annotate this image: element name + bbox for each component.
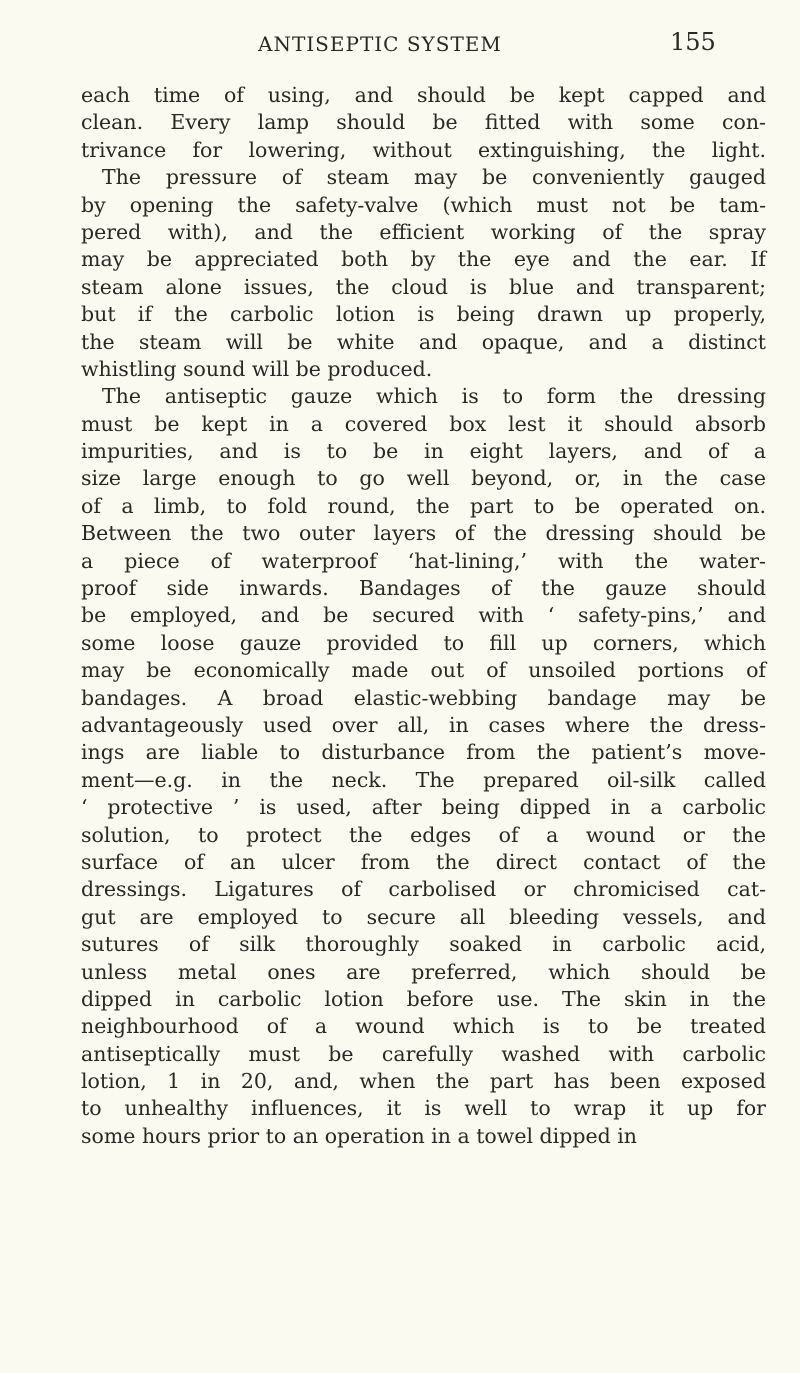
text-line: gut are employed to secure all bleeding vessels, and: [81, 904, 766, 929]
text-line: neighbourhood of a wound which is to be treated: [81, 1014, 766, 1039]
body-text: [81, 82, 766, 1150]
text-line: solution, to protect the edges of a wound or the: [81, 822, 766, 847]
text-line: each time of using, and should be kept capped and: [81, 83, 766, 107]
text-line: lotion, 1 in 20, and, when the part has been exposed: [81, 1069, 766, 1094]
text-line: of a limb, to fold round, the part to be operated on.: [81, 493, 766, 518]
page-number: 155: [670, 28, 716, 56]
text-line: unless metal ones are preferred, which should be: [81, 959, 766, 984]
text-line: dressings. Ligatures of carbolised or chromicised cat-: [81, 877, 766, 902]
text-line: clean. Every lamp should be fitted with some con-: [81, 110, 766, 135]
text-line: bandages. A broad elastic-webbing bandage may be: [81, 685, 766, 710]
text-line: antiseptically must be carefully washed with carbolic: [81, 1041, 766, 1066]
text-line: sutures of silk thoroughly soaked in carbolic acid,: [81, 932, 766, 957]
text-line: may be economically made out of unsoiled portions of: [81, 658, 766, 683]
text-line: size large enough to go well beyond, or, in the case: [81, 466, 766, 491]
text-line: advantageously used over all, in cases where the dress-: [81, 712, 766, 737]
text-line: some loose gauze provided to fill up corners, which: [81, 630, 766, 655]
text-line: to unhealthy influences, it is well to wrap it up for: [81, 1096, 766, 1121]
text-line: dipped in carbolic lotion before use. The skin in the: [81, 986, 766, 1011]
text-line: The pressure of steam may be conveniently gauged: [102, 165, 766, 190]
text-line: ‘ protective ’ is used, after being dipped in a carbolic: [81, 795, 766, 820]
text-line: surface of an ulcer from the direct contact of the: [81, 849, 766, 874]
text-line: some hours prior to an operation in a towel dipped in: [81, 1123, 637, 1148]
text-line: impurities, and is to be in eight layers, and of a: [81, 439, 766, 464]
text-line: by opening the safety-valve (which must not be tam-: [81, 192, 766, 217]
text-line: may be appreciated both by the eye and the ear. If: [81, 247, 766, 272]
text-line: Between the two outer layers of the dressing should be: [81, 521, 766, 546]
text-line: whistling sound will be produced.: [81, 356, 433, 381]
text-line: be employed, and be secured with ‘ safety-pins,’ and: [81, 603, 766, 628]
text-line: pered with), and the efficient working of the spray: [81, 219, 766, 244]
text-line: a piece of waterproof ‘hat-lining,’ with the water-: [81, 548, 766, 573]
text-line: proof side inwards. Bandages of the gauze should: [81, 576, 766, 601]
text-line: must be kept in a covered box lest it should absorb: [81, 411, 766, 436]
text-line: the steam will be white and opaque, and a distinct: [81, 329, 766, 354]
text-line: trivance for lowering, without extinguishing, the light.: [81, 137, 766, 162]
running-head-title: ANTISEPTIC SYSTEM: [258, 32, 502, 56]
text-line: but if the carbolic lotion is being drawn up properly,: [81, 302, 766, 327]
text-line: The antiseptic gauze which is to form the dressing: [102, 384, 766, 409]
text-line: ings are liable to disturbance from the patient’s move-: [81, 740, 766, 765]
text-line: ment—e.g. in the neck. The prepared oil-silk called: [81, 767, 766, 792]
text-line: steam alone issues, the cloud is blue and transparent;: [81, 274, 766, 299]
